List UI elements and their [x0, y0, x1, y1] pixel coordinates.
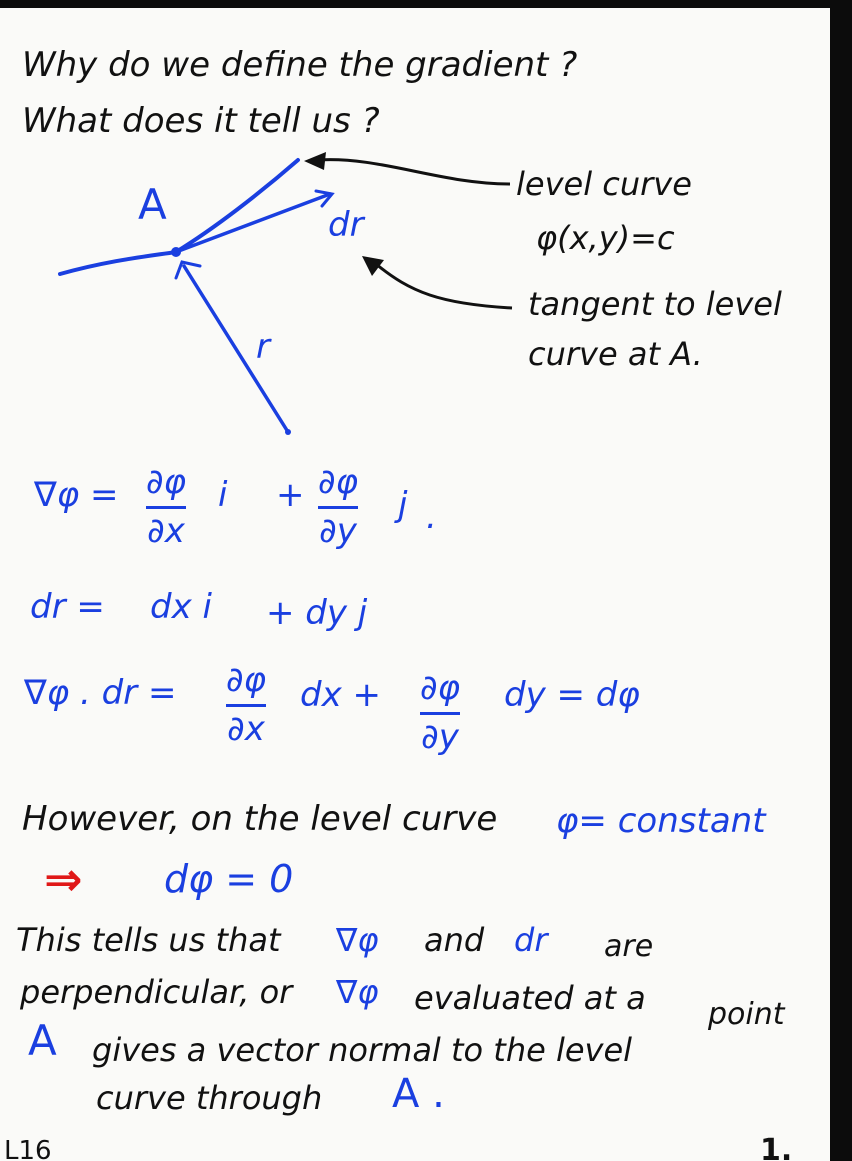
however-text: However, on the level curve: [22, 799, 498, 839]
gradient-diagram: [0, 8, 830, 468]
eq1-den1: ∂x: [147, 511, 185, 551]
para-l1-dr: dr: [514, 921, 548, 959]
para-l2-evaluated: evaluated at a: [414, 979, 646, 1017]
para-l3-a: A: [28, 1016, 57, 1065]
para-l1-a: This tells us that: [16, 921, 281, 959]
eq1-plus: +: [276, 475, 305, 515]
eq1-num1: ∂φ: [146, 462, 187, 502]
tangent-pointer: [376, 264, 512, 308]
eq1-frac-bar-2: [318, 506, 358, 509]
para-l2-point: point: [708, 997, 785, 1032]
page-code: L16: [4, 1136, 52, 1161]
eq1-frac-y: [318, 462, 358, 551]
eq3-frac-bar-1: [226, 704, 266, 707]
para-l3-text: gives a vector normal to the level: [92, 1031, 633, 1069]
notes-page: [0, 8, 830, 1161]
eq3-frac-x: [226, 660, 266, 749]
eq3-den2: ∂y: [421, 717, 459, 757]
para-l1-and: and: [424, 921, 485, 959]
level-curve-equation: φ(x,y)=c: [536, 219, 675, 257]
eq1-end: .: [426, 497, 437, 537]
tangent-label-line-2: curve at A.: [528, 335, 703, 373]
eq1-frac-bar-1: [146, 506, 186, 509]
point-a-label: A: [138, 180, 167, 229]
level-curve-pointer-head: [304, 152, 326, 170]
r-vector: [184, 266, 288, 432]
eq3-num1: ∂φ: [226, 660, 267, 700]
para-l4-text: curve through: [96, 1079, 323, 1117]
para-l2-a: perpendicular, or: [20, 973, 293, 1011]
eq3-frac-y: [420, 668, 460, 757]
para-l2-grad: ∇φ: [336, 973, 379, 1011]
r-label: r: [256, 327, 270, 367]
eq1-den2: ∂y: [319, 511, 357, 551]
eq1-unit-i: i: [218, 475, 228, 515]
dr-label: dr: [328, 205, 364, 245]
eq3-frac-bar-2: [420, 712, 460, 715]
point-a-dot: [171, 247, 181, 257]
eq3-lhs: ∇φ . dr =: [24, 673, 177, 713]
implies-arrow: ⇒: [44, 852, 83, 906]
level-curve-pointer: [318, 160, 510, 184]
dphi-zero: dφ = 0: [164, 857, 294, 901]
eq2-dy-term: + dy j: [266, 593, 368, 633]
eq2-dx-term: dx i: [150, 587, 212, 627]
phi-constant: φ= constant: [556, 801, 766, 841]
eq1-num2: ∂φ: [318, 462, 359, 502]
r-origin-dot: [285, 429, 291, 435]
page-number: 1.: [760, 1133, 793, 1161]
heading-line-1: Why do we define the gradient ?: [22, 45, 578, 85]
dr-tangent-arrow: [176, 194, 330, 252]
eq1-frac-x: [146, 462, 186, 551]
para-l1-are: are: [604, 929, 654, 964]
eq3-den1: ∂x: [227, 709, 265, 749]
eq2-lhs: dr =: [30, 587, 105, 627]
tangent-label-line-1: tangent to level: [528, 285, 782, 323]
para-l4-a: A .: [392, 1071, 445, 1117]
level-curve: [60, 160, 298, 274]
level-curve-label: level curve: [516, 165, 692, 203]
eq3-num2: ∂φ: [420, 668, 461, 708]
eq1-unit-j: j: [398, 485, 408, 525]
eq1-lhs: ∇φ =: [34, 475, 119, 515]
eq3-rhs: dy = dφ: [504, 675, 640, 715]
eq3-dx-plus: dx +: [300, 675, 381, 715]
para-l1-grad: ∇φ: [336, 921, 379, 959]
heading-line-2: What does it tell us ?: [22, 101, 380, 141]
